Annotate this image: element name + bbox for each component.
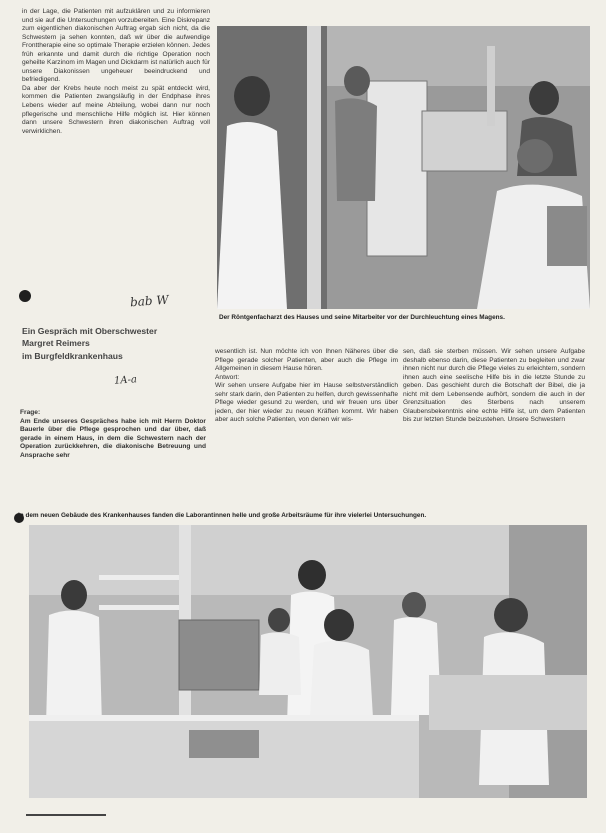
bullet-dot bbox=[19, 290, 31, 302]
answer-text-col2: wesentlich ist. Nun möchte ich von Ihnen Näheres über die Pflege gerade solcher Patienten, aber auch die Pflege im Allgemeinen in diesem Hause hören. Antwort: Wir sehen unsere Aufgabe hier im Hause selbstverständlich sehr stark darin, den Patienten zu helfen, durch gewissenhafte Pflege wieder gesund zu werden, und wir freuen uns über jeden, der hier wieder zu neuen Kräften kommt. Wir haben aber auch solche Patienten, von denen wir wis- bbox=[215, 348, 398, 424]
lab-photo-caption: In dem neuen Gebäude des Krankenhauses fanden die Laborantinnen helle und große Arbeitsräume für ihre vielerlei Untersuchungen. bbox=[18, 512, 427, 519]
handwritten-note: bab W bbox=[129, 292, 170, 310]
article-heading: Ein Gespräch mit Oberschwester Margret Reimers im Burgfeldkrankenhaus bbox=[22, 326, 158, 361]
xray-photo bbox=[217, 26, 590, 309]
laboratory-photo bbox=[29, 525, 587, 798]
question-text: Frage: Am Ende unseres Gespräches habe ich mit Herrn Doktor Bauerle über die Pflege gesprochen und dar über, daß gerade in einem Haus, in dem die Schwestern nach der Operation zurückkehren, die diakonische Betreuung und Ansprache sehr bbox=[20, 409, 206, 459]
xray-photo-caption: Der Röntgenfacharzt des Hauses und seine Mitarbeiter vor der Durchleuchtung eines Magens. bbox=[219, 314, 505, 321]
answer-text-col3: sen, daß sie sterben müssen. Wir sehen unsere Aufgabe deshalb ebenso darin, diese Patienten zu begleiten und zwar ihnen nicht nur durch die Pflege vieles zu erleichtern, sondern ihnen auch eine seelische Hilfe bis in die letzte Stunde zu geben. Das geschieht durch die Botschaft der Bibel, die ja nicht mit dem Lebensende aufhört, sondern die auch in der Grenzsituation des Sterbens nach unserem Glaubensbekenntnis eine echte Hilfe ist, um dem Patienten bis zur letzten Stunde beizustehen. Unsere Schwestern bbox=[403, 348, 585, 424]
handwritten-mark: 1A-a bbox=[113, 374, 138, 387]
intro-text: in der Lage, die Patienten mit aufzuklären und zu informieren und sie auf die Untersuchungen vorzubereiten. Eine Diskrepanz zum eigentlichen diakonischen Auftrag ergab sich nicht, da die Schwestern ja sehen konnten, daß wir über die aufwendige Fronttherapie eine so optimale Therapie erzielen können. Jedes früh erkannte und damit durch die richtige Operation noch geheilte Karzinom im Magen und Dickdarm ist natürlich auch für unsere Diakonissen ungeheuer beeindruckend und befriedigend. Da aber der Krebs heute noch meist zu spät entdeckt wird, kommen die Patienten zwangsläufig in der Endphase ihres Lebens wieder auf meine Abteilung, wobei dann nur noch pflegerische und menschliche Hilfe möglich ist. Hier können dann unsere Schwestern ihren diakonischen Auftrag voll verwirklichen. bbox=[22, 8, 210, 135]
page-footer-rule bbox=[26, 814, 106, 816]
